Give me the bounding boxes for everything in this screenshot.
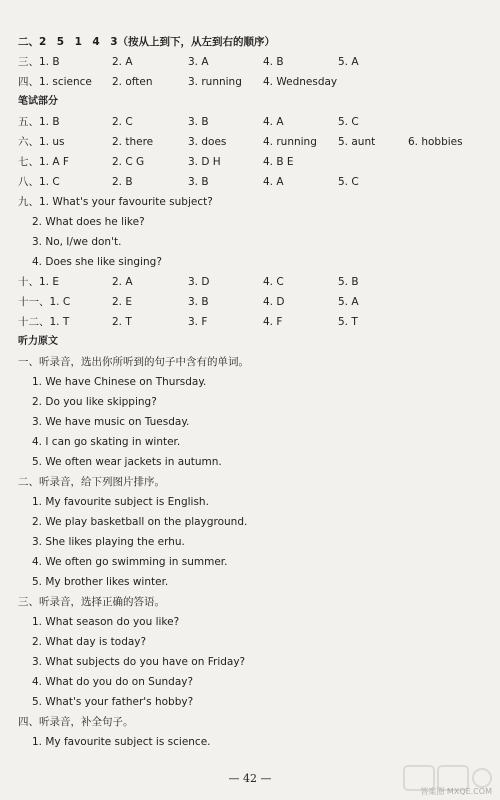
transcript-line: [0, 652, 500, 672]
answer-line: [0, 292, 500, 312]
transcript-line: [0, 432, 500, 452]
transcript-sentence: 3. What subjects do you have on Friday?: [32, 656, 246, 668]
transcript-sentence: 4. What do you do on Sunday?: [32, 676, 194, 688]
answer-cell: 2. A: [112, 276, 133, 288]
answer-cell: 七、1. A F: [18, 156, 69, 168]
question-heading: [0, 352, 500, 372]
answer-line: [0, 32, 500, 52]
answer-cell: 3. D H: [188, 156, 221, 168]
answer-cell: 3. No, I/we don't.: [32, 236, 122, 248]
transcript-line: [0, 572, 500, 592]
answer-cell: 3. F: [188, 316, 208, 328]
answer-cell: 3. D: [188, 276, 210, 288]
answer-cell: 二、2 5 1 4 3（按从上到下，从左到右的顺序）: [18, 36, 276, 48]
question-title: 一、听录音，选出你所听到的句子中含有的单词。: [18, 356, 249, 368]
answer-line: [0, 172, 500, 192]
answer-line: [0, 232, 500, 252]
answer-cell: 4. A: [263, 176, 284, 188]
answer-cell: 九、1. What's your favourite subject?: [18, 196, 213, 208]
transcript-sentence: 5. My brother likes winter.: [32, 576, 169, 588]
answer-cell: 5. aunt: [338, 136, 376, 148]
question-title: 二、听录音，给下列图片排序。: [18, 476, 165, 488]
answer-cell: 2. C: [112, 116, 133, 128]
answer-cell: 2. What does he like?: [32, 216, 145, 228]
transcript-sentence: 1. My favourite subject is English.: [32, 496, 209, 508]
section-heading: [0, 332, 500, 352]
answer-cell: 3. B: [188, 176, 209, 188]
answer-cell: 4. Does she like singing?: [32, 256, 162, 268]
transcript-line: [0, 392, 500, 412]
answer-cell: 5. C: [338, 176, 359, 188]
question-title: 三、听录音，选择正确的答语。: [18, 596, 165, 608]
answer-cell: 5. A: [338, 296, 359, 308]
transcript-sentence: 1. My favourite subject is science.: [32, 736, 211, 748]
transcript-sentence: 4. I can go skating in winter.: [32, 436, 181, 448]
answer-cell: 三、1. B: [18, 56, 60, 68]
transcript-line: [0, 612, 500, 632]
answer-cell: 十一、1. C: [18, 296, 71, 308]
question-heading: [0, 472, 500, 492]
transcript-line: [0, 732, 500, 752]
answer-line: [0, 252, 500, 272]
answer-line: [0, 52, 500, 72]
section-heading: [0, 92, 500, 112]
answer-cell: 六、1. us: [18, 136, 65, 148]
transcript-line: [0, 412, 500, 432]
answer-cell: 四、1. science: [18, 76, 92, 88]
answer-cell: 4. F: [263, 316, 283, 328]
answer-cell: 4. C: [263, 276, 284, 288]
answer-cell: 五、1. B: [18, 116, 60, 128]
answer-cell: 5. C: [338, 116, 359, 128]
transcript-line: [0, 492, 500, 512]
answer-cell: 4. D: [263, 296, 285, 308]
answer-cell: 2. T: [112, 316, 132, 328]
answer-line: [0, 212, 500, 232]
question-heading: [0, 712, 500, 732]
answer-cell: 3. does: [188, 136, 227, 148]
answer-cell: 2. A: [112, 56, 133, 68]
answer-cell: 5. A: [338, 56, 359, 68]
transcript-line: [0, 552, 500, 572]
transcript-line: [0, 452, 500, 472]
answer-cell: 5. T: [338, 316, 358, 328]
transcript-sentence: 2. Do you like skipping?: [32, 396, 157, 408]
answer-line: [0, 112, 500, 132]
transcript-sentence: 4. We often go swimming in summer.: [32, 556, 228, 568]
answer-cell: 2. C G: [112, 156, 145, 168]
transcript-sentence: 2. What day is today?: [32, 636, 147, 648]
answer-cell: 3. B: [188, 296, 209, 308]
answer-cell: 2. there: [112, 136, 154, 148]
watermark-text: 答案圈 MXQE.COM: [420, 787, 492, 796]
answer-cell: 6. hobbies: [408, 136, 463, 148]
answer-cell: 4. B: [263, 56, 284, 68]
answer-cell: 3. B: [188, 116, 209, 128]
answer-cell: 4. B E: [263, 156, 294, 168]
answer-cell: 3. running: [188, 76, 242, 88]
answer-cell: 十、1. E: [18, 276, 59, 288]
transcript-sentence: 5. What's your father's hobby?: [32, 696, 194, 708]
transcript-line: [0, 632, 500, 652]
section-title: 笔试部分: [18, 96, 58, 107]
answer-cell: 2. often: [112, 76, 153, 88]
answer-cell: 4. running: [263, 136, 317, 148]
answer-line: [0, 72, 500, 92]
answer-cell: 2. E: [112, 296, 132, 308]
transcript-line: [0, 532, 500, 552]
answer-cell: 十二、1. T: [18, 316, 70, 328]
transcript-sentence: 2. We play basketball on the playground.: [32, 516, 248, 528]
transcript-line: [0, 372, 500, 392]
answer-line: [0, 132, 500, 152]
transcript-sentence: 1. We have Chinese on Thursday.: [32, 376, 207, 388]
question-title: 四、听录音，补全句子。: [18, 716, 134, 728]
answer-cell: 4. A: [263, 116, 284, 128]
section-title: 听力原文: [18, 336, 58, 347]
answer-cell: 八、1. C: [18, 176, 60, 188]
transcript-sentence: 5. We often wear jackets in autumn.: [32, 456, 222, 468]
answer-cell: 4. Wednesday: [263, 76, 338, 88]
page-number: — 42 —: [228, 772, 272, 785]
transcript-line: [0, 692, 500, 712]
answer-line: [0, 312, 500, 332]
transcript-line: [0, 512, 500, 532]
transcript-sentence: 3. We have music on Tuesday.: [32, 416, 190, 428]
question-heading: [0, 592, 500, 612]
answer-cell: 3. A: [188, 56, 209, 68]
answer-line: [0, 272, 500, 292]
transcript-line: [0, 672, 500, 692]
answer-cell: 5. B: [338, 276, 359, 288]
transcript-sentence: 1. What season do you like?: [32, 616, 180, 628]
transcript-sentence: 3. She likes playing the erhu.: [32, 536, 185, 548]
answer-line: [0, 152, 500, 172]
answer-cell: 2. B: [112, 176, 133, 188]
answer-line: [0, 192, 500, 212]
